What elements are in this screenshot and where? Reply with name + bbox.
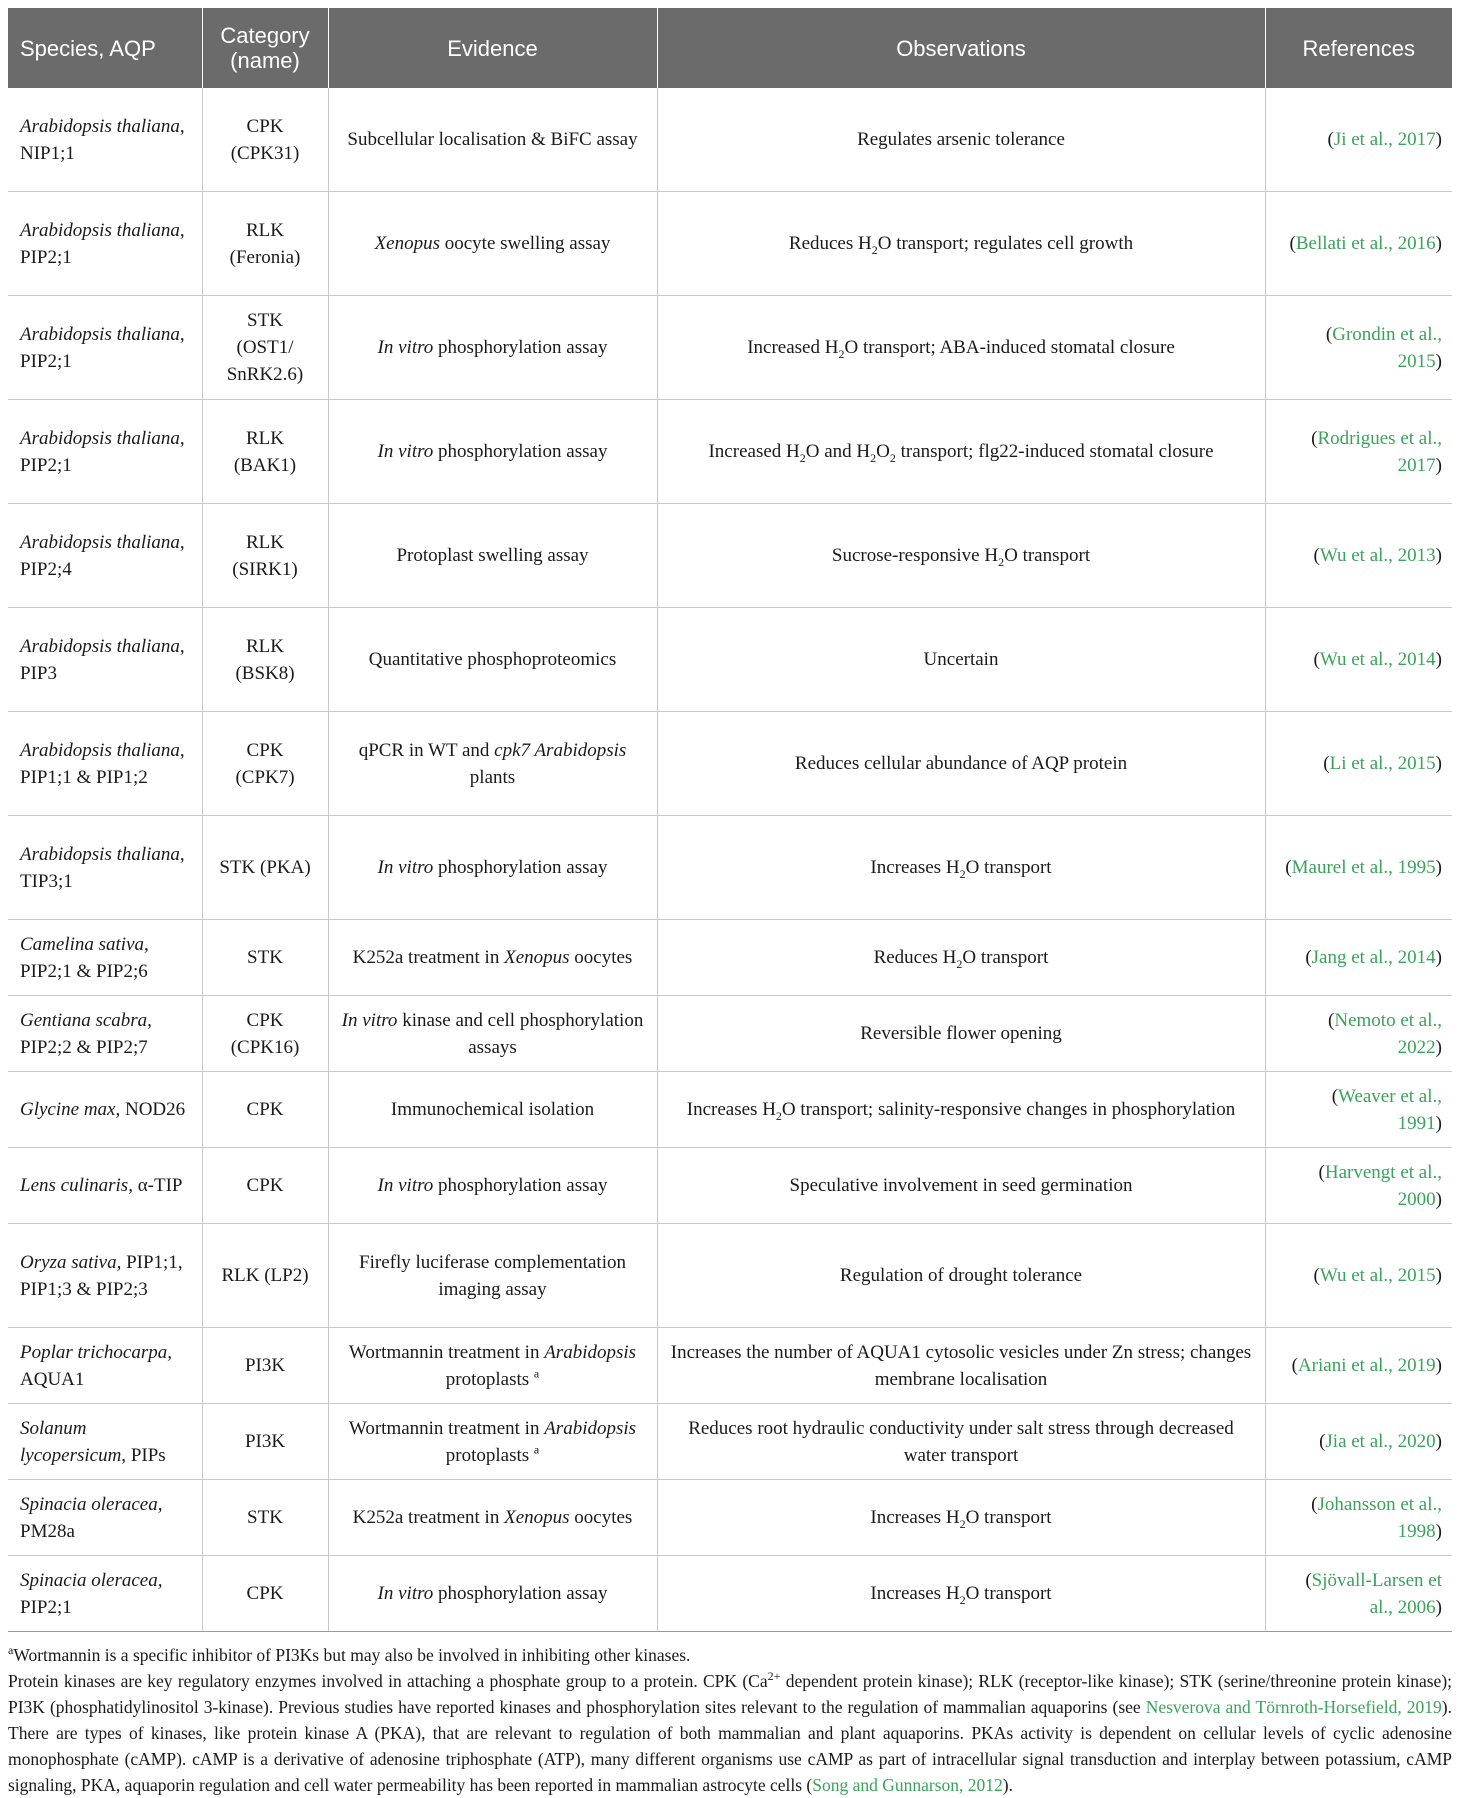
text-segment: Increased H: [747, 337, 839, 358]
paren-close: ): [1435, 1188, 1442, 1210]
text-segment: phosphorylation assay: [433, 857, 608, 878]
text-segment: Arabidopsis: [544, 1341, 637, 1363]
aqp-name: PIP1;1, PIP1;3 & PIP2;3: [20, 1251, 183, 1300]
table-row: [8, 400, 1452, 504]
text-segment: O transport; ABA-induced stomatal closure: [844, 337, 1175, 358]
cell-evidence: [328, 1404, 657, 1480]
cell-species: [8, 608, 202, 712]
paren-close: ): [1435, 1265, 1442, 1286]
header-evidence: [328, 8, 657, 88]
text-segment: O transport: [965, 1583, 1052, 1604]
text-segment: oocyte swelling assay: [440, 233, 611, 254]
cell-observations: [657, 296, 1265, 400]
paren-close: ): [1435, 1355, 1442, 1376]
header-evidence-label: Evidence: [447, 35, 538, 61]
document: [8, 8, 1452, 1798]
species-name: Arabidopsis thaliana,: [20, 323, 185, 345]
text-segment: a: [8, 1643, 14, 1658]
cell-observations: [657, 400, 1265, 504]
cell-evidence: [328, 192, 657, 296]
text-segment: 2: [775, 1108, 782, 1123]
text-segment: Firefly luciferase complementation imaging assay: [359, 1251, 626, 1300]
cell-evidence: [328, 1328, 657, 1404]
species-name: Spinacia oleracea,: [20, 1569, 163, 1591]
cell-reference: [1265, 1480, 1452, 1556]
text-segment: cpk7 Arabidopsis: [494, 739, 627, 761]
paren-open: (: [1313, 1265, 1320, 1286]
cell-observations: [657, 996, 1265, 1072]
text-segment: Wortmannin treatment in: [348, 1341, 545, 1363]
text-segment: 2+: [767, 1669, 781, 1684]
text-segment: Increased H: [708, 441, 800, 462]
paren-open: (: [1331, 1085, 1339, 1107]
table-row: [8, 712, 1452, 816]
text-segment: protoplasts: [445, 1368, 534, 1390]
text-segment: In vitro: [377, 441, 434, 462]
cell-reference: [1265, 192, 1452, 296]
cell-evidence: [328, 296, 657, 400]
paren-open: (: [1311, 1493, 1318, 1515]
text-segment: O transport; regulates cell growth: [877, 233, 1134, 254]
cell-species: [8, 712, 202, 816]
cell-species: [8, 504, 202, 608]
cell-category: STK (PKA): [202, 816, 328, 920]
reference-link[interactable]: Weaver et al., 1991: [1338, 1085, 1442, 1134]
cell-category: RLK (SIRK1): [202, 504, 328, 608]
cell-reference: [1265, 1148, 1452, 1224]
text-segment: 2: [871, 242, 878, 257]
text-segment: Xenopus: [374, 233, 440, 254]
text-segment: phosphorylation assay: [433, 441, 608, 462]
text-segment: 2: [959, 866, 966, 881]
cell-observations: [657, 920, 1265, 996]
reference-link[interactable]: Nesverova and Törnroth-Horsefield, 2019: [1145, 1697, 1442, 1717]
aqp-name: PM28a: [20, 1520, 75, 1542]
table-row: [8, 192, 1452, 296]
aqp-name: TIP3;1: [20, 870, 73, 892]
cell-species: [8, 296, 202, 400]
species-name: Camelina sativa,: [20, 933, 149, 955]
species-name: Lens culinaris,: [20, 1175, 133, 1196]
cell-category: CPK (CPK16): [202, 996, 328, 1072]
paren-close: ): [1435, 947, 1442, 968]
table-row: [8, 296, 1452, 400]
paren-close: ): [1435, 649, 1442, 670]
cell-species: [8, 1480, 202, 1556]
cell-category: STK: [202, 1480, 328, 1556]
table-row: [8, 996, 1452, 1072]
text-segment: Subcellular localisation & BiFC assay: [347, 129, 638, 150]
text-segment: Regulation of drought tolerance: [839, 1265, 1083, 1286]
cell-observations: [657, 1072, 1265, 1148]
cell-evidence: [328, 1148, 657, 1224]
paren-close: ): [1435, 1112, 1442, 1134]
header-category-label: Category (name): [220, 23, 310, 73]
cell-observations: [657, 1148, 1265, 1224]
table-row: [8, 1328, 1452, 1404]
text-segment: Sucrose-responsive H: [831, 545, 999, 566]
cell-category: RLK (LP2): [202, 1224, 328, 1328]
table-row: [8, 608, 1452, 712]
text-segment: O transport: [965, 1507, 1052, 1528]
paren-close: ): [1435, 1431, 1442, 1452]
cell-evidence: [328, 816, 657, 920]
table-row: [8, 816, 1452, 920]
aqp-name: PIP1;1 & PIP1;2: [20, 766, 148, 788]
cell-reference: [1265, 712, 1452, 816]
text-segment: 2: [959, 1516, 966, 1531]
cell-observations: [657, 88, 1265, 192]
aqp-name: NOD26: [120, 1099, 186, 1120]
reference-link[interactable]: Song and Gunnarson, 2012: [812, 1775, 1003, 1795]
text-segment: Reduces cellular abundance of AQP protein: [794, 753, 1128, 774]
table-row: [8, 1556, 1452, 1632]
cell-evidence: [328, 608, 657, 712]
cell-category: STK: [202, 920, 328, 996]
table-row: [8, 920, 1452, 996]
table-header-row: [8, 8, 1452, 88]
cell-species: [8, 1148, 202, 1224]
cell-evidence: [328, 712, 657, 816]
cell-category: RLK (BAK1): [202, 400, 328, 504]
text-segment: Reduces H: [788, 233, 872, 254]
paren-close: ): [1435, 350, 1442, 372]
reference-link[interactable]: Sjövall-Larsen et al., 2006: [1311, 1569, 1442, 1618]
cell-reference: [1265, 996, 1452, 1072]
table-body: [8, 88, 1452, 1632]
text-segment: oocytes: [569, 947, 633, 968]
cell-category: RLK (Feronia): [202, 192, 328, 296]
paren-open: (: [1305, 1569, 1312, 1591]
text-segment: oocytes: [569, 1507, 633, 1528]
paren-open: (: [1285, 857, 1292, 878]
cell-observations: [657, 608, 1265, 712]
cell-reference: [1265, 920, 1452, 996]
text-segment: ).: [1002, 1775, 1013, 1795]
reference-link[interactable]: Ariani et al., 2019: [1297, 1355, 1436, 1376]
reference-link[interactable]: Johansson et al., 1998: [1317, 1493, 1442, 1542]
text-segment: 2: [956, 956, 963, 971]
species-name: Arabidopsis thaliana,: [20, 427, 185, 449]
header-observations: [657, 8, 1265, 88]
paren-close: ): [1435, 1036, 1442, 1058]
paren-close: ): [1435, 857, 1442, 878]
text-segment: Regulates arsenic tolerance: [857, 129, 1065, 150]
text-segment: O transport: [965, 857, 1052, 878]
cell-evidence: [328, 996, 657, 1072]
reference-link[interactable]: Nemoto et al., 2022: [1334, 1009, 1442, 1058]
cell-category: CPK: [202, 1148, 328, 1224]
aqp-name: α-TIP: [132, 1175, 183, 1196]
text-segment: Reduces root hydraulic conductivity under salt stress through decreased water transport: [688, 1417, 1234, 1466]
cell-evidence: [328, 400, 657, 504]
text-segment: Xenopus: [504, 947, 570, 968]
cell-species: [8, 88, 202, 192]
text-segment: Increases H: [686, 1099, 776, 1120]
text-segment: plants: [469, 766, 516, 788]
reference-link[interactable]: Bellati et al., 2016: [1295, 233, 1436, 254]
text-segment: 2: [889, 450, 896, 465]
cell-category: STK (OST1/ SnRK2.6): [202, 296, 328, 400]
text-segment: a: [533, 1366, 540, 1381]
text-segment: Speculative involvement in seed germination: [789, 1175, 1133, 1196]
header-references-label: References: [1302, 35, 1415, 61]
cell-category: CPK: [202, 1072, 328, 1148]
species-name: Oryza sativa,: [20, 1251, 122, 1273]
species-name: Arabidopsis thaliana,: [20, 843, 185, 865]
species-name: Spinacia oleracea,: [20, 1493, 163, 1515]
species-name: Gentiana scabra,: [20, 1009, 152, 1031]
text-segment: 2: [799, 450, 806, 465]
cell-observations: [657, 712, 1265, 816]
cell-observations: [657, 1480, 1265, 1556]
text-segment: O transport: [962, 947, 1049, 968]
aqp-name: PIP3: [20, 662, 57, 684]
text-segment: Xenopus: [504, 1507, 570, 1528]
cell-species: [8, 1328, 202, 1404]
cell-category: RLK (BSK8): [202, 608, 328, 712]
text-segment: Wortmannin is a specific inhibitor of PI3Ks but may also be involved in inhibiting other kinases.: [13, 1645, 691, 1665]
text-segment: Protein kinases are key regulatory enzymes involved in attaching a phosphate group to a protein. CPK (Ca: [8, 1671, 768, 1691]
table-row: [8, 1148, 1452, 1224]
aqp-name: PIP2;2 & PIP2;7: [20, 1036, 148, 1058]
text-segment: Increases H: [870, 1507, 960, 1528]
species-name: Glycine max,: [20, 1099, 121, 1120]
paren-open: (: [1305, 947, 1312, 968]
cell-observations: [657, 192, 1265, 296]
cell-reference: [1265, 1404, 1452, 1480]
paren-open: (: [1289, 233, 1296, 254]
text-segment: 2: [838, 346, 845, 361]
header-species-label: Species, AQP: [20, 35, 156, 61]
text-segment: In vitro: [377, 337, 434, 358]
reference-link[interactable]: Wu et al., 2015: [1319, 1265, 1436, 1286]
cell-category: PI3K: [202, 1328, 328, 1404]
species-name: Arabidopsis thaliana,: [20, 739, 185, 761]
text-segment: a: [533, 1442, 540, 1457]
paren-open: (: [1318, 1161, 1325, 1183]
table-row: [8, 1480, 1452, 1556]
header-observations-label: Observations: [896, 35, 1026, 61]
text-segment: In vitro: [341, 1009, 398, 1031]
cell-evidence: [328, 1072, 657, 1148]
cell-evidence: [328, 920, 657, 996]
text-segment: Reduces H: [873, 947, 957, 968]
text-segment: phosphorylation assay: [433, 337, 608, 358]
table-row: [8, 1224, 1452, 1328]
text-segment: O transport: [1004, 545, 1091, 566]
paren-open: (: [1327, 129, 1334, 150]
text-segment: phosphorylation assay: [433, 1583, 608, 1604]
cell-category: PI3K: [202, 1404, 328, 1480]
text-segment: 2: [959, 1592, 966, 1607]
cell-reference: [1265, 1224, 1452, 1328]
text-segment: O transport; salinity-responsive changes in phosphorylation: [781, 1099, 1236, 1120]
table-row: [8, 88, 1452, 192]
paren-close: ): [1435, 753, 1442, 774]
cell-species: [8, 1072, 202, 1148]
species-name: Solanum lycopersicum,: [20, 1417, 127, 1466]
cell-species: [8, 1224, 202, 1328]
text-segment: O and H: [805, 441, 871, 462]
text-segment: Quantitative phosphoproteomics: [368, 649, 617, 670]
text-segment: Reversible flower opening: [860, 1023, 1062, 1044]
table-row: [8, 504, 1452, 608]
species-name: Arabidopsis thaliana,: [20, 635, 185, 657]
paren-open: (: [1291, 1355, 1298, 1376]
cell-evidence: [328, 1556, 657, 1632]
cell-observations: [657, 504, 1265, 608]
paren-close: ): [1435, 545, 1442, 566]
aqp-name: NIP1;1: [20, 142, 75, 164]
text-segment: Increases the number of AQUA1 cytosolic vesicles under Zn stress; changes membrane localisation: [670, 1341, 1252, 1390]
text-segment: K252a treatment in: [352, 1507, 505, 1528]
reference-link[interactable]: Rodrigues et al., 2017: [1317, 427, 1442, 476]
text-segment: Increases H: [870, 857, 960, 878]
text-segment: O: [876, 441, 890, 462]
cell-observations: [657, 816, 1265, 920]
aqp-name: PIPs: [126, 1444, 166, 1466]
text-segment: qPCR in WT and: [358, 739, 495, 761]
text-segment: 2: [998, 554, 1005, 569]
reference-link[interactable]: Jang et al., 2014: [1311, 947, 1436, 968]
text-segment: In vitro: [377, 1175, 434, 1196]
reference-link[interactable]: Ji et al., 2017: [1333, 129, 1436, 150]
cell-evidence: [328, 1480, 657, 1556]
text-segment: Protoplast swelling assay: [396, 545, 589, 566]
cell-reference: [1265, 1328, 1452, 1404]
cell-species: [8, 192, 202, 296]
paren-close: ): [1435, 233, 1442, 254]
cell-species: [8, 816, 202, 920]
cell-reference: [1265, 816, 1452, 920]
text-segment: Immunochemical isolation: [390, 1099, 595, 1120]
footnote-main: [8, 1668, 1452, 1798]
text-segment: Uncertain: [923, 649, 999, 670]
species-name: Arabidopsis thaliana,: [20, 531, 185, 553]
reference-link[interactable]: Li et al., 2015: [1329, 753, 1436, 774]
aqp-name: AQUA1: [20, 1368, 85, 1390]
reference-link[interactable]: Jia et al., 2020: [1325, 1431, 1436, 1452]
header-category: [202, 8, 328, 88]
footnote-a: [8, 1642, 1452, 1668]
cell-evidence: [328, 1224, 657, 1328]
aqp-name: PIP2;1: [20, 1596, 72, 1618]
cell-observations: [657, 1404, 1265, 1480]
reference-link[interactable]: Grondin et al., 2015: [1332, 323, 1442, 372]
cell-observations: [657, 1328, 1265, 1404]
paren-open: (: [1311, 427, 1318, 449]
cell-evidence: [328, 88, 657, 192]
species-name: Poplar trichocarpa,: [20, 1341, 172, 1363]
species-name: Arabidopsis thaliana,: [20, 115, 185, 137]
text-segment: Increases H: [870, 1583, 960, 1604]
paren-open: (: [1325, 323, 1333, 345]
text-segment: ). There are types of kinases, like protein kinase A (PKA), that are relevant to regulation of both mammalian and plant aquaporins. PKAs activity is dependent on cellular levels of cyclic adenosine monophosphate (cAMP). cAMP is a derivative of adenosine triphosphate (ATP), many different organisms use cAMP as part of intracellular signal transduction and interplay between potassium, cAMP signaling, PKA, aquaporin regulation and cell water permeability has been reported in mammalian astrocyte cells (: [8, 1697, 1452, 1795]
text-segment: K252a treatment in: [352, 947, 505, 968]
species-name: Arabidopsis thaliana,: [20, 219, 185, 241]
cell-reference: [1265, 400, 1452, 504]
cell-category: CPK (CPK31): [202, 88, 328, 192]
reference-link[interactable]: Maurel et al., 1995: [1291, 857, 1436, 878]
cell-reference: [1265, 504, 1452, 608]
cell-species: [8, 920, 202, 996]
paren-open: (: [1313, 649, 1320, 670]
text-segment: Wortmannin treatment in: [348, 1417, 545, 1439]
reference-link[interactable]: Wu et al., 2014: [1319, 649, 1436, 670]
aqp-name: PIP2;1: [20, 246, 72, 268]
paren-close: ): [1435, 1596, 1442, 1618]
paren-open: (: [1319, 1431, 1326, 1452]
text-segment: kinase and cell phosphorylation assays: [397, 1009, 644, 1058]
cell-category: CPK: [202, 1556, 328, 1632]
aqp-name: PIP2;1 & PIP2;6: [20, 960, 148, 982]
cell-category: CPK (CPK7): [202, 712, 328, 816]
cell-reference: [1265, 1556, 1452, 1632]
cell-observations: [657, 1556, 1265, 1632]
cell-reference: [1265, 1072, 1452, 1148]
table-row: [8, 1072, 1452, 1148]
text-segment: Arabidopsis: [544, 1417, 637, 1439]
text-segment: dependent protein kinase); RLK (receptor-like kinase); STK (serine/threonine protein kinase); PI3K (phosphatidylinositol 3-kinase). Previous studies have reported kinases and phosphorylation sites relevant to the regulation of mammalian aquaporins (see: [8, 1671, 1453, 1717]
paren-open: (: [1313, 545, 1320, 566]
paren-open: (: [1323, 753, 1330, 774]
table-row: [8, 1404, 1452, 1480]
kinase-aquaporin-table: [8, 8, 1452, 1632]
cell-evidence: [328, 504, 657, 608]
text-segment: protoplasts: [445, 1444, 534, 1466]
table-footnotes: [8, 1642, 1452, 1798]
cell-species: [8, 400, 202, 504]
cell-reference: [1265, 88, 1452, 192]
cell-species: [8, 996, 202, 1072]
header-species: [8, 8, 202, 88]
cell-species: [8, 1556, 202, 1632]
text-segment: 2: [870, 450, 877, 465]
text-segment: phosphorylation assay: [433, 1175, 608, 1196]
aqp-name: PIP2;1: [20, 454, 72, 476]
cell-reference: [1265, 608, 1452, 712]
cell-reference: [1265, 296, 1452, 400]
aqp-name: PIP2;1: [20, 350, 72, 372]
paren-close: ): [1435, 1520, 1442, 1542]
cell-observations: [657, 1224, 1265, 1328]
header-references: [1265, 8, 1452, 88]
paren-open: (: [1328, 1009, 1335, 1031]
text-segment: transport; flg22-induced stomatal closure: [895, 441, 1214, 462]
paren-close: ): [1435, 129, 1442, 150]
text-segment: In vitro: [377, 857, 434, 878]
text-segment: In vitro: [377, 1583, 434, 1604]
reference-link[interactable]: Harvengt et al., 2000: [1324, 1161, 1442, 1210]
paren-close: ): [1435, 454, 1442, 476]
aqp-name: PIP2;4: [20, 558, 72, 580]
cell-species: [8, 1404, 202, 1480]
reference-link[interactable]: Wu et al., 2013: [1319, 545, 1436, 566]
